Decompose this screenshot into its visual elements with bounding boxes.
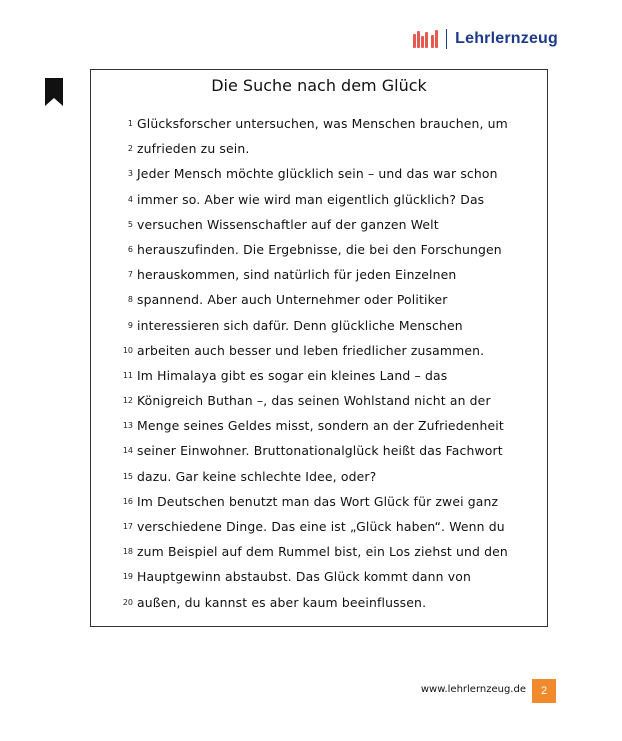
- line-number: 12: [122, 396, 133, 406]
- text-lines: [91, 111, 547, 615]
- line-number: 9: [127, 320, 133, 330]
- line-number: 2: [127, 144, 133, 154]
- text-line: [91, 262, 547, 287]
- text-line: [91, 514, 547, 539]
- line-number: 19: [122, 572, 133, 582]
- line-text: Im Deutschen benutzt man das Wort Glück für zwei ganz: [137, 493, 499, 509]
- line-number: 3: [127, 169, 133, 179]
- line-number: 20: [122, 597, 133, 607]
- text-line: [91, 187, 547, 212]
- text-line: [91, 237, 547, 262]
- line-number: 4: [127, 194, 133, 204]
- bookmark-icon[interactable]: [45, 78, 63, 106]
- line-text: Hauptgewinn abstaubst. Das Glück kommt dann von: [137, 569, 471, 585]
- line-text: spannend. Aber auch Unternehmer oder Politiker: [137, 292, 448, 308]
- text-line: [91, 564, 547, 589]
- line-number: 7: [127, 270, 133, 280]
- text-line: [91, 212, 547, 237]
- line-number: 5: [127, 219, 133, 229]
- line-text: außen, du kannst es aber kaum beeinflussen.: [137, 594, 427, 610]
- line-text: herauskommen, sind natürlich für jeden Einzelnen: [137, 267, 457, 283]
- text-line: [91, 413, 547, 438]
- text-line: [91, 338, 547, 363]
- line-number: 14: [122, 446, 133, 456]
- text-line: [91, 489, 547, 514]
- line-number: 13: [122, 421, 133, 431]
- text-box: [90, 69, 548, 627]
- line-text: seiner Einwohner. Bruttonationalglück heißt das Fachwort: [137, 443, 503, 459]
- line-text: Jeder Mensch möchte glücklich sein – und das war schon: [137, 166, 498, 182]
- line-text: immer so. Aber wie wird man eigentlich glücklich? Das: [137, 191, 485, 207]
- line-text: herauszufinden. Die Ergebnisse, die bei den Forschungen: [137, 241, 502, 257]
- footer-url[interactable]: www.lehrlernzeug.de: [420, 684, 526, 695]
- brand-name: Lehrlernzeug: [455, 30, 558, 47]
- text-line: [91, 388, 547, 413]
- text-line: [91, 287, 547, 312]
- line-text: interessieren sich dafür. Denn glückliche Menschen: [137, 317, 463, 333]
- line-text: Im Himalaya gibt es sogar ein kleines Land – das: [137, 367, 448, 383]
- text-line: [91, 464, 547, 489]
- line-number: 17: [122, 522, 133, 531]
- text-line: [91, 313, 547, 338]
- line-number: 6: [127, 244, 133, 254]
- line-text: Königreich Buthan –, das seinen Wohlstand nicht an der: [137, 393, 491, 409]
- line-number: 8: [127, 295, 133, 305]
- text-line: [91, 590, 547, 615]
- text-line: [91, 136, 547, 161]
- brand-divider: [446, 29, 447, 49]
- line-text: Menge seines Geldes misst, sondern an der Zufriedenheit: [137, 418, 504, 434]
- line-number: 1: [127, 119, 133, 128]
- line-number: 16: [122, 496, 133, 506]
- page-number-badge: 2: [532, 679, 556, 703]
- line-number: 15: [122, 471, 133, 481]
- text-line: [91, 539, 547, 564]
- books-icon: [413, 30, 438, 48]
- line-number: 10: [122, 345, 133, 355]
- line-text: arbeiten auch besser und leben friedlicher zusammen.: [137, 342, 485, 358]
- text-line: [91, 111, 547, 136]
- line-text: dazu. Gar keine schlechte Idee, oder?: [137, 468, 377, 484]
- line-number: 18: [122, 547, 133, 557]
- line-text: Glücksforscher untersuchen, was Menschen brauchen, um: [137, 116, 508, 131]
- line-number: 11: [122, 370, 133, 380]
- line-text: verschiedene Dinge. Das eine ist „Glück haben“. Wenn du: [137, 519, 505, 534]
- text-line: [91, 161, 547, 186]
- line-text: zufrieden zu sein.: [137, 141, 250, 157]
- brand-logo[interactable]: [413, 28, 558, 50]
- document-title: Die Suche nach dem Glück: [211, 76, 427, 95]
- text-line: [91, 438, 547, 463]
- line-text: versuchen Wissenschaftler auf der ganzen Welt: [137, 216, 439, 232]
- text-line: [91, 363, 547, 388]
- line-text: zum Beispiel auf dem Rummel bist, ein Los ziehst und den: [137, 544, 508, 560]
